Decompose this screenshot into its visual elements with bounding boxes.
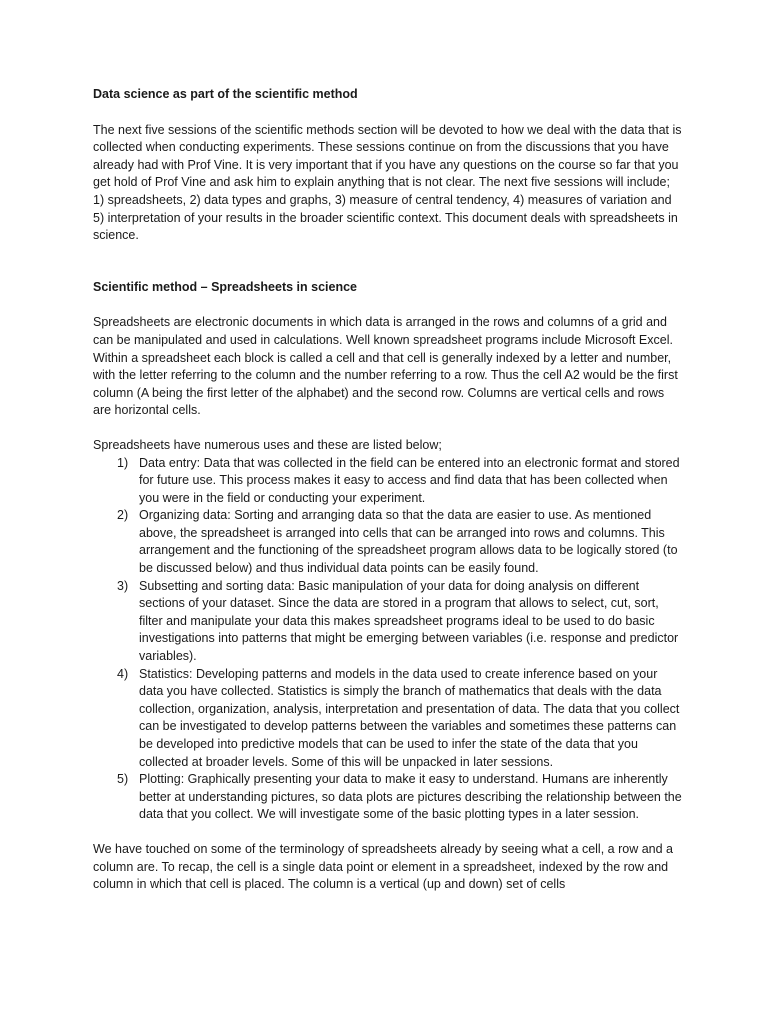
document-body — [93, 86, 683, 894]
list-item-number: 4) — [117, 666, 129, 681]
spreadsheets-definition-paragraph: Spreadsheets are electronic documents in which data is arranged in the rows and columns of a grid and can be manipulated and used in calculations. Well known spreadsheet programs include Microsoft Excel. Within a spreadsheet each block is called a cell and that cell is generally indexed by a letter and number, with the letter referring to the column and the number referring to a row. Thus the cell A2 would be the first column (A being the first letter of the alphabet) and the second row. Columns are vertical cells and rows are horizontal cells. — [93, 315, 678, 418]
list-item-number: 2) — [117, 508, 129, 523]
intro-paragraph: The next five sessions of the scientific methods section will be devoted to how we deal with the data that is collected when conducting experiments. These sessions continue on from the discussions that you have already had with Prof Vine. It is very important that if you have any questions on the course so far that you get hold of Prof Vine and ask him to explain anything that is not clear. The next five sessions will include; 1) spreadsheets, 2) data types and graphs, 3) measure of central tendency, 4) measures of variation and 5) interpretation of your results in the broader scientific context. This document deals with spreadsheets in science. — [93, 122, 682, 243]
list-item — [93, 507, 683, 577]
list-item-text: Subsetting and sorting data: Basic manipulation of your data for doing analysis on different sections of your dataset. Since the data are stored in a program that allows to select, cut, sort, filter and manipulate your data this makes spreadsheet programs ideal to be used to do basic investigations into patterns that might be emerging between variables (i.e. response and predictor variables). — [139, 578, 679, 664]
list-item — [93, 666, 683, 772]
list-item — [93, 771, 683, 824]
uses-list-intro: Spreadsheets have numerous uses and these are listed below; — [93, 437, 442, 452]
list-item-text: Plotting: Graphically presenting your data to make it easy to understand. Humans are inherently better at understanding pictures, so data plots are pictures describing the relationship between the data that you collect. We will investigate some of the basic plotting types in a later session. — [139, 772, 682, 822]
section-heading-spreadsheets: Scientific method – Spreadsheets in science — [93, 279, 357, 294]
list-item — [93, 578, 683, 666]
list-item — [93, 455, 683, 508]
terminology-paragraph: We have touched on some of the terminology of spreadsheets already by seeing what a cell, a row and a column are. To recap, the cell is a single data point or element in a spreadsheet, indexed by the row and column in which that cell is placed. The column is a vertical (up and down) set of cells — [93, 841, 673, 892]
section-heading-data-science: Data science as part of the scientific method — [93, 87, 358, 101]
list-item-number: 1) — [117, 455, 129, 470]
list-item-number: 3) — [117, 578, 129, 593]
list-item-number: 5) — [117, 772, 129, 787]
uses-list — [93, 455, 683, 824]
list-item-text: Data entry: Data that was collected in the field can be entered into an electronic format and stored for future use. This process makes it easy to access and find data that has been collected when you were in the field or conducting your experiment. — [139, 455, 680, 505]
list-item-text: Organizing data: Sorting and arranging data so that the data are easier to use. As mentioned above, the spreadsheet is arranged into cells that can be arranged into rows and columns. This arrangement and the functioning of the spreadsheet program allows data to be logically stored (to be discussed below) and thus individual data points can be easily found. — [139, 508, 678, 576]
list-item-text: Statistics: Developing patterns and models in the data used to create inference based on your data you have collected. Statistics is simply the branch of mathematics that deals with the data collection, organization, analysis, interpretation and presentation of data. The data that you collect can be investigated to develop patterns between the variables and sometimes these patterns can be developed into predictive models that can be used to infer the state of the data that you collected at broader levels. Some of this will be unpacked in later sessions. — [139, 666, 680, 769]
